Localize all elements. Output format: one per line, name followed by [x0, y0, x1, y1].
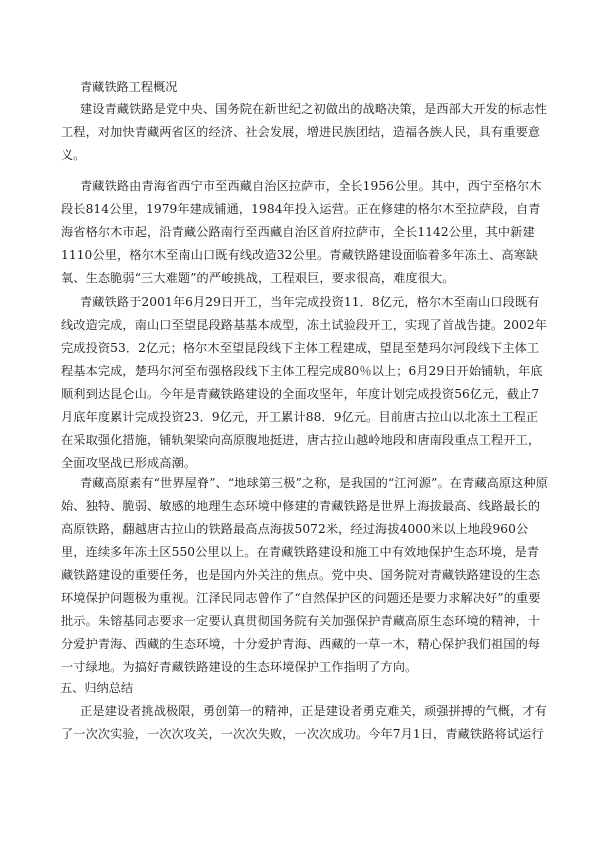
paragraph-significance: 建设青藏铁路是党中央、国务院在新世纪之初做出的战略决策，是西部大开发的标志性工程，对加快青藏两省区的经济、社会发展，增进民族团结，造福各族人民，具有重要意义。	[61, 102, 547, 162]
paragraph-route-overview: 青藏铁路由青海省西宁市至西藏自治区拉萨市，全长1956公里。其中，西宁至格尔木段长814公里，1979年建成铺通，1984年投入运营。正在修建的格尔木至拉萨段，自青海省格尔木市起，沿青藏公路南行至西藏自治区首府拉萨市，全长1142公里，其中新建1110公里，格尔木至南山口既有线改造32公里。青藏铁路建设面临着多年冻土、高寒缺氧、生态脆弱“三大难题”的严峻挑战，工程艰巨，要求很高，难度很大。	[61, 179, 542, 285]
section-heading-summary: 五、归纳总结	[60, 681, 134, 695]
paragraph-ecological-protection: 青藏高原素有“世界屋脊”、“地球第三极”之称，是我国的“江河源”。在青藏高原这种原始、独特、脆弱、敏感的地理生态环境中修建的青藏铁路是世界上海拔最高、线路最长的高原铁路，翻越唐古拉山的铁路最高点海拔5072米，经过海拔4000米以上地段960公里，连续多年冻土区550公里以上。在青藏铁路建设和施工中有效地保护生态环境，是青藏铁路建设的重要任务，也是国内外关注的焦点。党中央、国务院对青藏铁路建设的生态环境保护问题极为重视。江泽民同志曾作了“自然保护区的问题还是要力求解决好”的重要批示。朱镕基同志要求一定要认真贯彻国务院有关加强保护青藏高原生态环境的精神，十分爱护青海、西藏的生态环境，十分爱护青海、西藏的一草一木，精心保护我们祖国的每一寸绿地。为搞好青藏铁路建设的生态环境保护工作指明了方向。	[61, 476, 549, 674]
document-title: 青藏铁路工程概况	[80, 80, 178, 94]
paragraph-construction-progress: 青藏铁路于2001年6月29日开工，当年完成投资11．8亿元，格尔木至南山口段既有线改造完成，南山口至望昆段路基基本成型，冻土试验段开工，实现了首战告捷。2002年完成投资53．2亿元；格尔木至望昆段线下主体工程建成，望昆至楚玛尔河段线下主体工程基本完成，楚玛尔河至布强格段线下主体工程完成80％以上；6月29日开始铺轨，年底顺利到达昆仑山。今年是青藏铁路建设的全面攻坚年，年度计划完成投资56亿元，截止7月底年度累计完成投资23．9亿元，开工累计88．9亿元。目前唐古拉山以北冻土工程正在采取强化措施，铺轨架梁向高原腹地挺进，唐古拉山越岭地段和唐南段重点工程开工，全面攻坚战已形成高潮。	[61, 295, 548, 470]
paragraph-summary: 正是建设者挑战极限，勇创第一的精神，正是建设者勇克难关，顽强拼搏的气概，才有了一次次实验，一次次攻关，一次次失败，一次次成功。今年7月1日，青藏铁路将试运行	[61, 704, 547, 741]
